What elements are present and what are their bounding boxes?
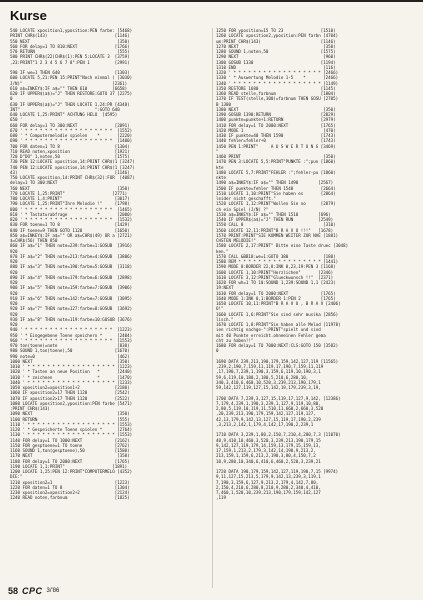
code-line: 1150 FOR gesptoene=1 TO toene [2762) xyxy=(10,442,130,448)
code-line: 860 IF a$="1" THEN note=239:farbe=1:GOSUB [3916) xyxy=(10,243,133,249)
code-line: 1640 MODE 1:INK 0,1:BORDER 1:PEN 2 [1765) xyxy=(216,295,336,301)
code-line: 7,190,3,159,6,127,9,213,2,179,4,142,7,80, xyxy=(216,479,319,485)
code-line: 870 IF a$="2" THEN note=213:farbe=4:GOSUB [3806) xyxy=(10,253,133,259)
code-line: leider nicht geschafft." xyxy=(216,196,276,201)
code-line: 1510 LOCATE 1,10:PRINT"Sie haben es [2864) xyxy=(216,190,336,196)
page-number: 58 xyxy=(8,586,19,596)
code-line: 1100 RETURN [555) xyxy=(10,416,130,422)
code-line: 1370 IF TEST(stelle,300)=farbnum THEN GOSU [2705) xyxy=(216,96,339,102)
code-line: 960 ' * * * * * * * * * * * * * * * * * * [1553) xyxy=(10,337,133,343)
code-line: 1460 PRINT [350) xyxy=(216,154,336,159)
code-line: 830 FOR toene=1 TO 8 [1429) xyxy=(10,222,130,228)
code-line: kte xyxy=(216,164,224,170)
code-line: 920 xyxy=(10,290,18,296)
code-line: PRINT CHR$(143) [1146) xyxy=(10,33,130,39)
code-line: 660 FOR delay=1 TO 300:NEXT [2091) xyxy=(10,122,130,128)
code-line: 1040 ' * * * * * * * * * * * * * * * * * * [1233) xyxy=(10,379,133,385)
code-line: 40,9,410,10,460,3,520,3,239,213,190,179,15 xyxy=(216,437,321,443)
code-line: ,20,239,213,190,179,159,142,127,119,127, xyxy=(216,411,316,417)
code-line: 59,142,127,119,127,15,142,19,179,239,3,19, xyxy=(216,385,321,390)
code-line: 1250 FOR yposition=15 TO 23 [1510) xyxy=(216,28,336,33)
code-line: 1430 IF punkte=40 THEN 1590 [1743) xyxy=(216,133,336,138)
code-line: 720 D"DO" 1,noten,50 [1575) xyxy=(10,154,130,159)
code-line: 820 ' * * * * * * * * * * * * * * * * * * [1532) xyxy=(10,217,133,222)
code-line: 1440 fehler=fehler+0 [1743) xyxy=(216,138,336,144)
code-line: um:PRINT CHR$(143) [1146) xyxy=(216,38,336,44)
code-line: 1720 DATA 190,179,159,142,127,119,190,7,15 [9974) xyxy=(216,469,339,474)
code-line: INT" ":GOTO 640 xyxy=(10,106,120,112)
code-line: 620 IF UPPER$(a$)="J" THEN RESTORE:GOTO 37 [2275) xyxy=(10,91,133,96)
code-line: 7,460,1,520,10,239,213,190,179,159,142,127 xyxy=(216,490,321,495)
code-line: 1500 IF punkte=fehler THEN 1540 [2664) xyxy=(216,185,336,191)
code-line: O!" xyxy=(216,306,224,312)
code-line: 1230 xposition2=xposition2+2 [2124) xyxy=(10,490,130,495)
code-line: 760 NEXT [350) xyxy=(10,185,130,191)
code-line: 920 xyxy=(10,259,18,264)
code-line: 1000 NEXT [350) xyxy=(10,358,130,364)
code-line: 1360 READ stelle,farbnum [1804) xyxy=(216,91,336,96)
code-line: 9,142,127,119,179,14,159,13,179,15,159,13, xyxy=(216,442,321,448)
code-line: 1390 GOSUB 1390:RETURN [2829) xyxy=(216,112,336,117)
code-line: 1660 LOCATE 1,6:PRINT"Sie sind sehr musika [2856) xyxy=(216,311,339,317)
code-line: 1520 LOCATE 1,12:PRINT"Wollen Sie no [2879) xyxy=(216,201,336,207)
code-line: 1090 NEXT [350) xyxy=(10,411,130,417)
code-line: lisch." xyxy=(216,316,234,322)
code-line: 680 ' * Computermelodie spielen * [2220) xyxy=(10,133,133,138)
code-line: 550 NEXT [350) xyxy=(10,38,130,44)
code-line: 920 xyxy=(10,301,18,306)
code-line: 1030 ' * zeichnen * [1470) xyxy=(10,374,133,380)
code-line: 1610 LOCATE 3,12:PRINT"Glueckwunsch !!" [2371) xyxy=(216,274,334,280)
code-line: 990 note=0 [462) xyxy=(10,353,130,359)
code-line: " xyxy=(216,148,219,154)
code-line: 1680 FOR delay=1 TO 7000:NEXT:CLS:GOTO 150 [3582) xyxy=(216,343,339,348)
code-line: ,17,190,7,239,1,190,3,159,6,119,10,190,3,1 xyxy=(216,369,321,375)
code-line: 1350 RESTORE 1680 [1145) xyxy=(216,85,336,91)
code-line: 920 xyxy=(10,269,18,275)
code-line: 1060 IF xposition2=17 THEN 1120 [2542) xyxy=(10,390,130,396)
code-line: 750 LOCATE xposition,14:PRINT CHR$(32):FOR [4087) xyxy=(10,175,135,180)
code-line: 17,159,1,213,2,179,3,142,14,190,9,213,2, xyxy=(216,448,316,453)
header-rule xyxy=(0,0,423,2)
code-line: 42,13,179,9,142,13,127,15,119,17,190,2,239 xyxy=(216,416,321,422)
code-line: 1300 GOSUB 1330 [1194) xyxy=(216,59,336,65)
code-line: 790 LOCATE 1,25:PRINT"Ihre Melodie !" [1798) xyxy=(10,201,130,207)
code-line: 930 IF a$="8" THEN note=119:farbe=10:GOSUB [3676) xyxy=(10,316,133,322)
code-line: 1710 DATA 3,239,1,80,2,150,7,210,4,280,7,3 [11070) xyxy=(216,432,341,438)
code-line: ien richtig nachge-":PRINT"spielt und sind xyxy=(216,327,321,333)
code-line: 670 ' * * * * * * * * * * * * * * * * * * [1552) xyxy=(10,127,133,133)
section-title: Kurse xyxy=(10,8,47,23)
code-line: B 1380 xyxy=(216,101,231,107)
code-line: 1320 ' * * * * * * * * * * * * * * * * * * [2466) xyxy=(216,70,339,75)
code-line: 900 IF a$="5" THEN note=159:farbe=7:GOSUB [3906) xyxy=(10,285,133,291)
code-line: 920 xyxy=(10,248,18,254)
code-line: $=CHR$(56) THEN 850 xyxy=(10,238,58,243)
code-line: 1400 punkte=punkte+1:RETURN [2979) xyxy=(216,117,336,123)
code-line: 1050 xposition2=xposition1+2 [2180) xyxy=(10,385,130,390)
code-line: 19:NEXT xyxy=(216,285,234,291)
code-line: 700 FOR daten=1 TO 8 [1304) xyxy=(10,143,130,149)
code-line: 1530 a$=INKEY$:IF a$="" THEN 1510 [696) xyxy=(216,211,331,217)
code-line: 1260 LOCATE xposition2,yposition:PEN farbn [4704) xyxy=(216,33,339,39)
code-line: 600 LOCATE 5,21:PEN 15:PRINT"Noch einmal ( [3030) xyxy=(10,75,133,81)
code-line: 920 IF a$="7" THEN note=127:farbe=8:GOSUB [3692) xyxy=(10,306,133,312)
code-line: 1340 ' * * * * * * * * * * * * * * * * * * [1149) xyxy=(216,80,339,86)
code-line: 850 a$=INKEY$:IF a$="" OR a$=CHR$(49) OR a [2721) xyxy=(10,232,133,238)
code-line: 770 LOCATE 1,25:PRINT" [2771) xyxy=(10,190,128,196)
code-line: ,239,2,190,7,159,11,119,17,190,7,159,11,119 xyxy=(216,364,324,369)
code-line: 710 READ noten,xposition [1921) xyxy=(10,148,130,154)
code-line: 780 LOCATE 1,4:PRINT" [3017) xyxy=(10,196,130,201)
code-line: 1620 FOR wh=1 TO 10:SOUND 1,239:SOUND 1,1 [2423) xyxy=(216,280,336,285)
code-line: 1240 READ noten,farbnum [1825) xyxy=(10,495,130,501)
code-line: 610 a$=INKEY$:IF a$="" THEN 610 [6658) xyxy=(10,85,128,91)
code-line: 1380 NEXT [350) xyxy=(216,106,336,112)
code-line: 2,150,4,210,6,280,8,210,9,280,2,340,4,410, xyxy=(216,484,321,490)
code-line: 1130 ' * * * * * * * * * * * * * * * * * * [1553) xyxy=(10,432,133,438)
code-line: 1580 LOCATE 2,17:PRINT" Bitte eine Taste druec [3048) xyxy=(216,243,349,249)
listing-column-left xyxy=(10,28,210,588)
code-line: 570 RETURN [555) xyxy=(10,49,130,54)
code-line: 1120 ' * Gespeicherte Toene spielen * [2764) xyxy=(10,427,133,432)
code-line: 1450 PEN 1:PRINT" A U S W E R T U N G [3469) xyxy=(216,143,336,149)
code-line: ,3,213,2,142,1,179,4,142,17,190,2,239,1 xyxy=(216,421,314,427)
code-line: 1020 ' * Tasten an neue Position * [2440) xyxy=(10,369,133,375)
code-line: 740 PEN 12:LOCATE xposition,14:PRINT CHR$(1 [3247) xyxy=(10,164,135,170)
code-line: 1200 LOCATE 1,25:PEN 12:PRINT"COMPUTERMELO [4352) xyxy=(10,469,133,474)
code-line: 1220 FOR daten=1 TO 8 [1304) xyxy=(10,484,130,490)
code-line: 1070 IF xposition2>17 THEN 1120 [2522) xyxy=(10,395,130,401)
code-line: 1630 FOR delay=1 TO 2000:NEXT [1765) xyxy=(216,290,336,296)
code-line: 800 ' * * * * * * * * * * * * * * * * * * [1465) xyxy=(10,206,133,212)
code-line: 630 IF UPPER$(a$)="J" THEN LOCATE 1,24:PR [4348) xyxy=(10,101,130,107)
code-line: 1590 MODE 0:BORDER 22,8:INK 0,23,19:PEN 3 [1168) xyxy=(216,264,336,270)
code-line: 1690 DATA 239,213,190,179,159,142,127,119 [11565) xyxy=(216,358,339,364)
code-line: 1410 FOR delay=1 TO 2000:NEXT [1765) xyxy=(216,122,336,128)
code-line: 1080 LOCATE xposition2,yposition:PEN farbe [5471) xyxy=(10,400,133,406)
code-line: 1270 NEXT [350) xyxy=(216,43,336,49)
code-line: 920 xyxy=(10,322,18,327)
code-line: 340,3,410,6,460,10,520,3,239,213,190,179,1 xyxy=(216,379,321,385)
code-line: DIE:" xyxy=(10,474,23,480)
code-line: ,119 xyxy=(216,495,226,501)
code-line: 1010 ' * * * * * * * * * * * * * * * * * * [1223) xyxy=(10,364,133,369)
code-line: 1280 SOUND 1,noten,50 [1575) xyxy=(216,49,336,54)
code-line: 1160 SOUND 1,ton(gesptoene),50 [1580) xyxy=(10,448,130,453)
magazine-name: CPC xyxy=(22,586,43,596)
code-line: 1290 NEXT [960) xyxy=(216,54,336,60)
code-line: 9,11,127,15,213,5,179,9,142,13,239,3,119,1 xyxy=(216,474,321,480)
code-line: 1470 PEN 3:LOCATE 5,5:PRINT"PUNKTE :";pun [1860) xyxy=(216,159,336,165)
code-line: ,23:PRINT"1 2 3 4 5 6 7 8":PEN 1 [2991) xyxy=(10,59,130,65)
code-line: 880 IF a$="3" THEN note=190:farbe=5:GOSUB [3118) xyxy=(10,264,133,270)
code-line: 1310 END [116) xyxy=(216,64,336,70)
code-line: 840 IF toene=9 THEN GOTO 1120 [1650) xyxy=(10,227,130,233)
code-line: 970 ton(toene)=note [830) xyxy=(10,343,130,348)
code-line: nkte xyxy=(216,175,226,180)
code-line: 1700 DATA 7,239,3,127,15,119,17,127,9,142, [12386) xyxy=(216,395,341,401)
code-line: 640 LOCATE 1,25:PRINT" ACHTUNG HELO [4595) xyxy=(10,112,118,117)
code-line: 560 FOR delay=1 TO 810:NEXT [1766) xyxy=(10,43,130,49)
code-line: 1180 FOR delay=1 TO 2000:NEXT [1765) xyxy=(10,458,130,464)
code-line: 1560 LOCATE 12,11:PRINT"B R A V O !!!" [1678) xyxy=(216,227,334,233)
code-line: 940 ' * * * * * * * * * * * * * * * * * * [1223) xyxy=(10,327,133,333)
code-line: 1550 CALL 0 [310) xyxy=(216,222,336,228)
code-line: :PRINT CHR$(143) xyxy=(10,406,50,411)
code-line: 1600 LOCATE 1,10:PRINT"Herzlichen" [2346) xyxy=(216,269,334,275)
code-line: 1570 PRINT:PRINT"SIE KOMMEN WEITER ZUR NAE [1881) xyxy=(216,232,339,238)
code-line: 1480 LOCATE 5,7:PRINT"FEHLER :";fehler-pu [1860) xyxy=(216,169,336,175)
code-line: 1650 LOCATE 10,11:PRINT"B R A V O , B R A V [2406) xyxy=(216,301,341,306)
code-line: 590 IF we=1 THEN 640 [1303) xyxy=(10,70,130,75)
code-line: 920 xyxy=(10,280,18,285)
code-line: 690 ' * * * * * * * * * * * * * * * * * * [1400) xyxy=(10,138,133,144)
code-line: 1210 xposition2=1 [1223) xyxy=(10,479,130,485)
code-line: 1540 IF UPPER$(a$)="J" THEN RUN [2549) xyxy=(216,217,334,222)
code-line: 1330 ' * Auswertung Melodie 1-5 * [2466) xyxy=(216,75,339,81)
code-line: 580 PRINT CHR$(22)CHR$(1):PEN 5:LOCATE 3 [3759) xyxy=(10,54,130,60)
code-line: 0 xyxy=(216,348,219,354)
code-line: mit 40 Punkte erreicht.ohneeinen Fehler gema xyxy=(216,332,326,338)
code-line: 1580 REM * * * * * * * * * * * * * * * * * [1441) xyxy=(216,259,339,264)
code-line: 950 ' * Eingegebene Toene speichern * [2404) xyxy=(10,332,133,338)
page-footer xyxy=(8,586,59,596)
code-line: 7,179,4,239,1,190,3,239,1,127,9,119,10,80, xyxy=(216,400,321,406)
code-line: 1670 LOCATE 1,8:PRINT"Sie haben alle Melod [11978) xyxy=(216,322,341,327)
code-line: 540 LOCATE xposition1,yposition:PEN farbe: [5468) xyxy=(10,28,133,33)
code-line: 2,80,5,119,10,119,11,510,11,660,2,660,3,520 xyxy=(216,406,324,411)
code-line: 1490 a$=INKEY$:IF a$="" THEN 1490 [2567) xyxy=(216,180,334,186)
column-divider xyxy=(212,28,213,588)
listing-column-right xyxy=(216,28,416,588)
code-line: J/N)" [2361) xyxy=(10,80,128,86)
code-line: 1170 NEXT [350) xyxy=(10,453,130,459)
code-line: 650 ' xyxy=(10,117,23,123)
code-line: 1190 LOCATE 1,1:PRINT" [1891) xyxy=(10,463,128,469)
code-line: 730 PEN 12:LOCATE xposition,14:PRINT CHR$(1 [3247) xyxy=(10,159,135,165)
code-line: 1570 CALL &BB18:we=1:GOTO 380 [180) xyxy=(216,253,336,259)
code-line: 910 IF a$="6" THEN note=142:farbe=7:GOSUB [3095) xyxy=(10,295,133,301)
code-line: CHSTEN MELODIE!" xyxy=(216,238,256,243)
code-line: 59,6,119,10,180,2,180,5,210,6,280,10, xyxy=(216,374,309,380)
code-line: 1110 ' * * * * * * * * * * * * * * * * * * [1553) xyxy=(10,421,133,427)
code-line: delay=1 TO 300:NEXT xyxy=(10,180,58,186)
issue-number: 3/'86 xyxy=(46,588,60,594)
code-line: 213,159,1,159,6,213,2,190,3,80,4,150,7,2 xyxy=(216,453,316,459)
code-line: cht zu haben!!" xyxy=(216,337,254,343)
code-line: ch ein Spiel (J/N) ?" xyxy=(216,206,269,212)
code-line: 890 IF a$="4" THEN note=179:farbe=6:GOSUB [2898) xyxy=(10,274,133,280)
code-line: 920 xyxy=(10,311,18,317)
code-line: 980 SOUND 1,ton(toene),50 [1670) xyxy=(10,348,130,354)
code-line: 1140 FOR delay=1 TO 1000:NEXT [2162) xyxy=(10,437,130,443)
code-line: 10,9,280,10,340,6,410,6,460,2,520,3,239,21 xyxy=(216,458,321,464)
code-line: 1420 MODE 1 [470) xyxy=(216,127,336,133)
code-line: 810 ' * Tastaturabfrage * [2000) xyxy=(10,211,133,217)
code-line: ken." xyxy=(216,248,229,254)
code-line: 43) [1146) xyxy=(10,169,130,175)
code-line: 0 xyxy=(10,96,13,102)
